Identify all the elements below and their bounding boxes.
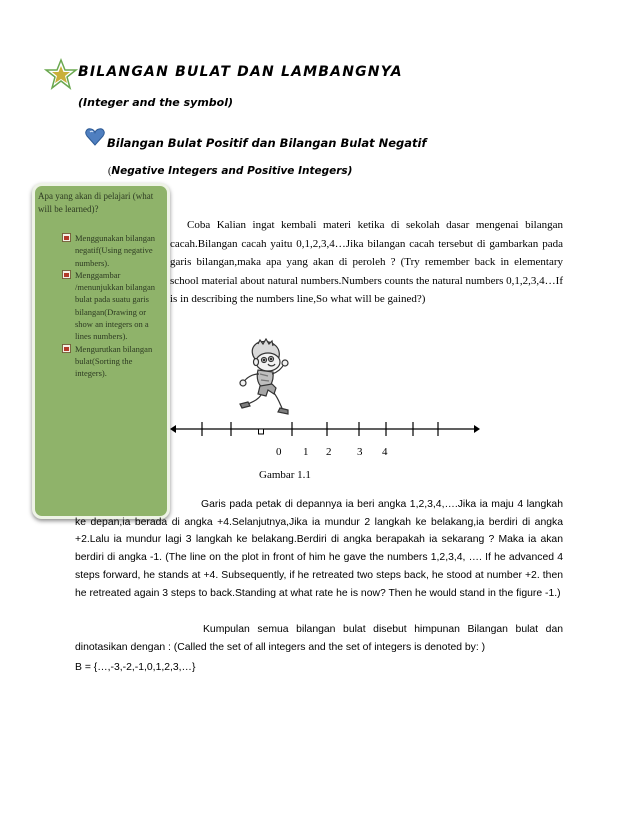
number-label: 2 bbox=[326, 446, 332, 458]
number-label: 3 bbox=[357, 446, 363, 458]
intro-paragraph bbox=[170, 216, 563, 309]
list-item-label: Mengurutkan bilangan bulat(Sorting the integers). bbox=[75, 343, 153, 379]
sidebox-title: Apa yang akan di pelajari (what will be learned)? bbox=[38, 191, 154, 214]
list-item bbox=[35, 343, 165, 380]
intro-paragraph-text: Coba Kalian ingat kembali materi ketika di sekolah dasar mengenai bilangan cacah.Bilangan cacah yaitu 0,1,2,3,4…Jika bilangan cacah tersebut di gambarkan pada garis bilangan,maka apa yang akan di peroleh ? (Try remember back in elementary school material about natural numbers.Numbers counts the natural numbers 0,1,2,3,4…If is in describing the numbers line,So what will be gained?) bbox=[170, 219, 563, 305]
number-label: 0 bbox=[276, 446, 282, 458]
objectives-list bbox=[35, 232, 165, 380]
figure-caption: Gambar 1.1 bbox=[259, 469, 311, 481]
main-title: BILANGAN BULAT DAN LAMBANGNYA bbox=[78, 64, 403, 80]
definition-paragraph bbox=[75, 621, 563, 656]
checkbox-bullet-icon bbox=[62, 270, 71, 279]
story-paragraph bbox=[75, 496, 563, 602]
main-subtitle: (Integer and the symbol) bbox=[78, 96, 234, 109]
set-notation: B = {…,-3,-2,-1,0,1,2,3,…} bbox=[75, 662, 196, 673]
list-item-label: Menggunakan bilangan negatif(Using negative numbers). bbox=[75, 233, 156, 268]
list-item-label: Menggambar /menunjukkan bilangan bulat pada suatu garis bilangan(Drawing or show an integers on a lines numbers). bbox=[75, 269, 156, 342]
list-item bbox=[35, 232, 165, 269]
list-item bbox=[35, 269, 165, 343]
section-subtitle-paren: ( bbox=[108, 166, 112, 177]
checkbox-bullet-icon bbox=[62, 233, 71, 242]
star-bullet-icon bbox=[44, 58, 78, 90]
checkbox-bullet-icon bbox=[62, 344, 71, 353]
number-label: 4 bbox=[382, 446, 388, 458]
definition-paragraph-text: Kumpulan semua bilangan bulat disebut himpunan Bilangan bulat dan dinotasikan dengan : (Called the set of all integers and the set of integers is denoted by: ) bbox=[75, 624, 563, 653]
number-label: 1 bbox=[303, 446, 309, 458]
heart-bullet-icon bbox=[84, 126, 106, 148]
story-paragraph-text: Garis pada petak di depannya ia beri angka 1,2,3,4,….Jika ia maju 4 langkah ke depan,ia berada di angka +4.Selanjutnya,Jika ia mundur 2 langkah ke belakang,ia berdiri di angka +2.Lalu ia mundur lagi 3 langkah ke belakang.Berdiri di angka berapakah ia sekarang ? Maka ia akan berdiri di angka -1. (The line on the plot in front of him he gave the numbers 1,2,3,4, …. If he advanced 4 steps forward, he stands at +4. Subsequently, if he retreated two steps back, he stood at number +2. then he retreated again 3 steps to back.Standing at what rate he is now? Then he would stand in the figure -1.) bbox=[75, 499, 563, 599]
section-subtitle-text: Negative Integers and Positive Integers) bbox=[111, 165, 353, 177]
running-boy-cartoon bbox=[230, 338, 300, 416]
learning-objectives-box bbox=[32, 183, 170, 519]
number-line bbox=[170, 409, 480, 449]
section-subtitle bbox=[108, 165, 352, 177]
section-title: Bilangan Bulat Positif dan Bilangan Bulat Negatif bbox=[107, 136, 427, 150]
